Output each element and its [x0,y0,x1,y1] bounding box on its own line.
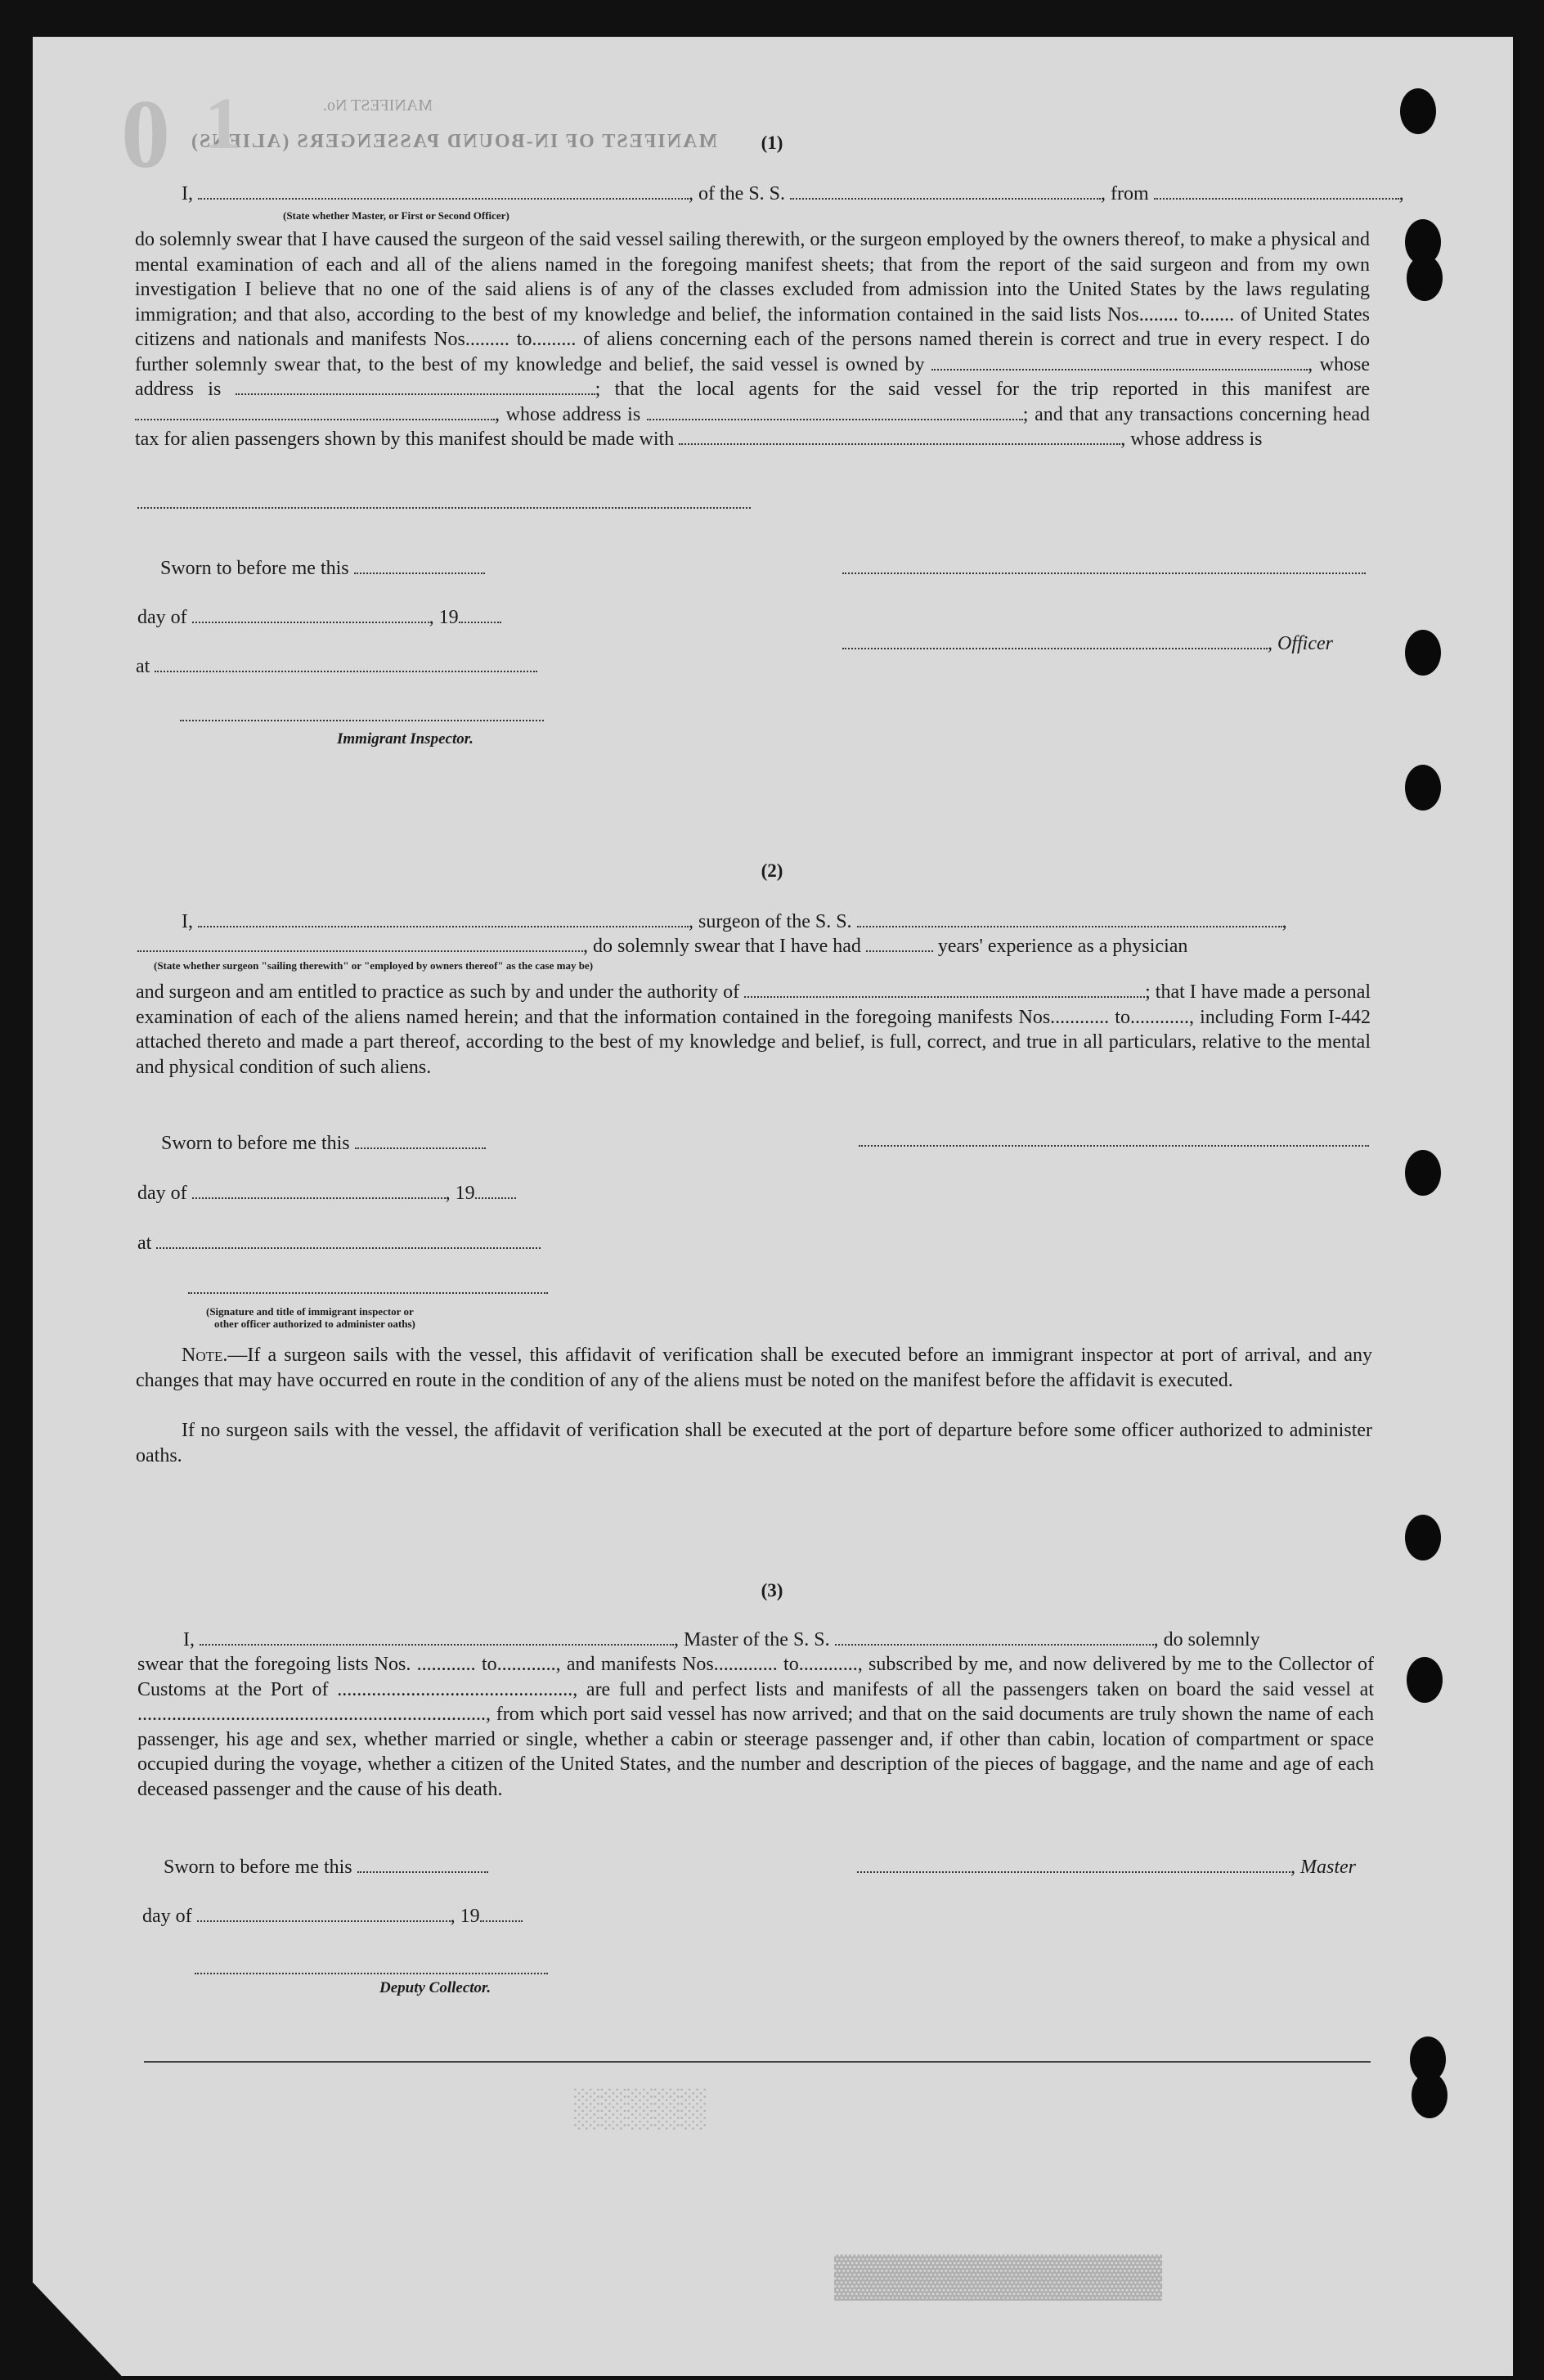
punch-hole [1405,765,1441,811]
bottom-rule [144,2061,1371,2063]
bleed-stamp: 0 [121,79,170,188]
bleed-stamp: ▓▓▓▓▓▓▓▓▓▓▓ [834,2252,1162,2297]
immigrant-inspector-label: Immigrant Inspector. [337,730,474,748]
section-3-first-line: I, , Master of the S. S. , do solemnly [183,1629,1260,1650]
officer-note: (State whether Master, or First or Second Officer) [283,209,509,222]
sworn-line: Sworn to before me this [160,556,485,581]
bleed-header: MANIFEST OF IN-BOUND PASSENGERS (ALIENS) [190,131,717,152]
bleed-stamp: ░░░░░ [572,2086,706,2128]
punch-hole [1405,630,1441,676]
signature-line [859,1145,1369,1147]
master-line: , Master [857,1855,1356,1879]
inspector-signature-line [188,1292,548,1294]
punch-hole [1405,1150,1441,1196]
section-2-body: and surgeon and am entitled to practice as such by and under the authority of ; that I have made a personal examination of each of the aliens named herein; and that the information contained in the foregoing manifests Nos............ to............, including Form I-442 attached thereto and made a part thereof, according to the best of my knowledge and belief, is full, correct, and true in all particulars, relative to the mental and physical condition of such aliens. [136,981,1371,1078]
collector-signature-line [195,1973,548,1974]
section-1-number: (1) [761,132,783,153]
section-2-second-line: , do solemnly swear that I have had years' experience as a physician [137,934,1187,959]
section-3-body: swear that the foregoing lists Nos. ............ to............, and manifests Nos............. to............, subscribed by me, and now delivered by me to the Collector of Customs at the Port of ................................................, are full and perfect lists and manifests of all the passengers taken on board the said vessel at ......................................................................., from which port said vessel has now arrived; and that on the said documents are truly shown the name of each passenger, his age and sex, whether married or single, whether a cabin or steerage passenger and, if other than cabin, location of compartment or space occupied during the voyage, whether a citizen of the United States, and the number and description of the pieces of baggage, and the name and age of each deceased passenger and the cause of his death. [137,1654,1374,1800]
note-paragraph: Note.—If a surgeon sails with the vessel, this affidavit of verification shall be executed before an immigrant inspector at port of arrival, and any changes that may have occurred en route in the condition of any of the aliens must be noted on the manifest before the affidavit is executed. [136,1345,1372,1391]
officer-line: , Officer [842,631,1333,656]
signature-note: (Signature and title of immigrant inspector or [206,1305,414,1318]
signature-line [842,573,1366,574]
section-1-body: do solemnly swear that I have caused the surgeon of the said vessel sailing therewith, or the surgeon employed by the owners thereof, to make a physical and mental examination of each and all of the aliens named in the foregoing manifest sheets; that from the report of the said surgeon and from my own investigation I believe that no one of the said aliens is of any of the classes excluded from admission into the United States by the laws regulating immigration; and that also, according to the best of my knowledge and belief, the information contained in the said lists Nos........ to....... of United States citizens and nationals and manifests Nos......... to......... of aliens concerning each of the persons named therein is correct and true in every respect. I do further solemnly swear that, to the best of my knowledge and belief, the said vessel is owned by , whose address is ; that the local agents for the said vessel for the trip reported in this manifest are , whose address is ; and that any transactions concerning head tax for alien passengers shown by this manifest should be made with , whose address is [135,229,1371,450]
address-line [137,507,751,509]
section-1-first-line: I, , of the S. S. , from , [182,183,1404,204]
punch-hole [1407,255,1443,301]
sworn-line: Sworn to before me this [161,1131,486,1156]
signature-note: other officer authorized to administer oaths) [214,1318,415,1330]
bleed-stamp: 1 [204,83,241,164]
at-line: at [136,654,537,679]
at-line: at [137,1231,541,1255]
day-of-line: day of , 19 [137,1181,516,1206]
day-of-line: day of , 19 [142,1904,523,1929]
note-paragraph-2: If no surgeon sails with the vessel, the affidavit of verification shall be executed at the port of departure before some officer authorized to administer oaths. [136,1420,1372,1466]
punch-hole [1405,1515,1441,1560]
sworn-line: Sworn to before me this [164,1855,488,1879]
surgeon-note: (State whether surgeon "sailing therewith" or "employed by owners thereof" as the case may be) [154,959,594,972]
bleed-manifest-no: MANIFEST No. [323,97,433,115]
section-2-first-line: I, , surgeon of the S. S. , [182,911,1287,932]
punch-hole [1407,1657,1443,1703]
day-of-line: day of , 19 [137,605,501,630]
section-2-number: (2) [761,860,783,881]
section-3-number: (3) [761,1580,783,1601]
punch-hole [1400,88,1436,134]
inspector-signature-line [180,720,544,721]
deputy-collector-label: Deputy Collector. [379,1979,491,1996]
punch-hole [1412,2072,1448,2118]
